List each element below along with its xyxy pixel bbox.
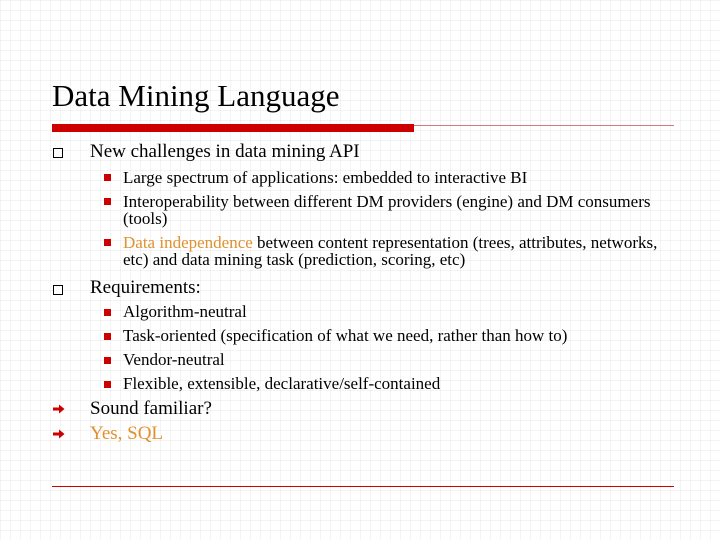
filled-square-bullet-icon [104, 239, 111, 246]
filled-square-bullet-icon [104, 174, 111, 181]
filled-square-bullet-icon [104, 381, 111, 388]
hollow-square-bullet-icon [53, 285, 63, 295]
sub-point-2-1: Algorithm-neutral [123, 302, 247, 321]
sub-point-1-1: Large spectrum of applications: embedded to interactive BI [123, 168, 528, 187]
bullet-point-2: Requirements: [90, 277, 201, 298]
hollow-square-bullet-icon [53, 148, 63, 158]
bullet-point-3: Sound familiar? [90, 398, 212, 419]
filled-square-bullet-icon [104, 309, 111, 316]
sub-point-2-2: Task-oriented (specification of what we need, rather than how to) [123, 326, 568, 345]
sub-point-2-4: Flexible, extensible, declarative/self-contained [123, 374, 441, 393]
bottom-rule [52, 486, 674, 487]
filled-square-bullet-icon [104, 333, 111, 340]
sub-point-2-3: Vendor-neutral [123, 350, 225, 369]
bullet-point-4: Yes, SQL [90, 423, 164, 444]
slide-title: Data Mining Language [52, 78, 340, 113]
highlight-text: Data independence [123, 233, 253, 252]
sub-point-1-3 [123, 234, 683, 268]
arrow-bullet-icon [52, 403, 66, 415]
sub-point-1-3-rest: between content representation (trees, attributes, networks, etc) and data mining task (prediction, scoring, etc) [123, 233, 658, 269]
sub-point-1-2: Interoperability between different DM providers (engine) and DM consumers (tools) [123, 192, 651, 228]
arrow-bullet-icon [52, 428, 66, 440]
bullet-point-1: New challenges in data mining API [90, 141, 360, 162]
filled-square-bullet-icon [104, 357, 111, 364]
filled-square-bullet-icon [104, 198, 111, 205]
